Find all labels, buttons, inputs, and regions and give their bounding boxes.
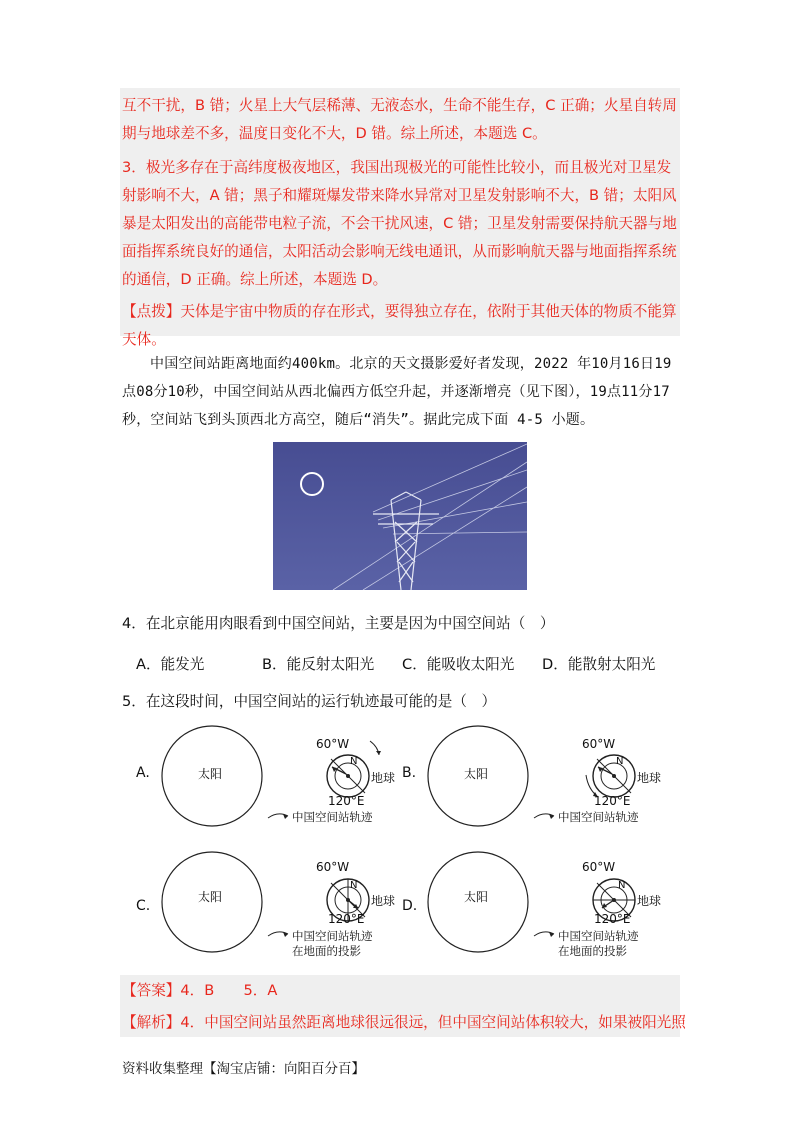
diagram-d-lon-e: 120°E [594, 912, 631, 926]
passage-text: 中国空间站距离地面约400km。北京的天文摄影爱好者发现，2022 年10月16日19点08分10秒，中国空间站从西北偏西方低空升起，并逐渐增亮（见下图），19点11分17秒，空间站飞到头顶西北方高空，随后“消失”。据此完成下面 4-5 小题。 [122, 356, 672, 428]
diagram-d-lon-w: 60°W [582, 860, 616, 874]
diagram-a-lon-e: 120°E [328, 794, 365, 808]
footer-credit: 资料收集整理【淘宝店铺：向阳百分百】 [122, 1061, 365, 1077]
q4-option-c[interactable]: C．能吸收太阳光 [402, 656, 515, 673]
q4-option-b[interactable]: B．能反射太阳光 [262, 656, 375, 673]
question-4-stem: 4．在北京能用肉眼看到中国空间站，主要是因为中国空间站（ ） [122, 615, 555, 632]
q4-option-d[interactable]: D．能散射太阳光 [542, 656, 656, 673]
diagram-c[interactable] [132, 848, 397, 963]
explanation-para-2: 互不干扰，B 错；火星上大气层稀薄、无液态水，生命不能生存，C 正确；火星自转周期与地球差不多，温度日变化不大，D 错。综上所述，本题选 C。 [122, 97, 677, 142]
analysis-text: 【解析】4．中国空间站虽然距离地球很远很远，但中国空间站体积较大，如果被阳光照 [122, 1014, 686, 1031]
diagram-b-letter: B. [402, 765, 417, 781]
diagram-c-letter: C. [136, 898, 151, 914]
q4-option-a[interactable]: A．能发光 [136, 656, 205, 673]
diagram-c-lon-w: 60°W [316, 860, 350, 874]
diagram-b-legend: 中国空间站轨迹 [558, 810, 639, 824]
diagram-b-earth-label: 地球 [637, 771, 662, 785]
diagram-c-sun-label: 太阳 [198, 890, 223, 904]
diagram-a-earth-label: 地球 [371, 771, 396, 785]
diagram-a-letter: A. [136, 765, 150, 781]
diagram-a-legend: 中国空间站轨迹 [292, 810, 373, 824]
diagram-a[interactable] [132, 725, 397, 830]
diagram-a-sun-label: 太阳 [198, 767, 223, 781]
diagram-d-legend-2: 在地面的投影 [558, 944, 627, 958]
diagram-c-legend: 中国空间站轨迹 [292, 929, 373, 943]
explanation-para-3: 3．极光多存在于高纬度极夜地区，我国出现极光的可能性比较小，而且极光对卫星发射影响不大，A 错；黑子和耀斑爆发带来降水异常对卫星发射影响不大，B 错；太阳风暴是太阳发出的高能带电粒子流，不会干扰风速，C 错；卫星发射需要保持航天器与地面指挥系统良好的通信，太阳活动会影响无线电通讯，从而影响航天器与地面指挥系统的通信，D 正确。综上所述，本题选 D。 [122, 159, 677, 288]
tip-text: 【点拨】天体是宇宙中物质的存在形式，要得独立存在，依附于其他天体的物质不能算天体。 [122, 303, 677, 348]
diagram-b-sun-label: 太阳 [464, 767, 489, 781]
diagram-a-north: N [350, 756, 358, 767]
diagram-c-north: N [350, 880, 358, 891]
diagram-b-lon-w: 60°W [582, 737, 616, 751]
diagram-c-earth-label: 地球 [371, 894, 396, 908]
diagram-d-north: N [618, 880, 626, 891]
answer-text: 【答案】4．B 5．A [122, 982, 278, 999]
diagram-b[interactable] [398, 725, 663, 830]
question-5-stem: 5．在这段时间，中国空间站的运行轨迹最可能的是（ ） [122, 693, 497, 710]
diagram-c-legend-2: 在地面的投影 [292, 944, 361, 958]
diagram-b-lon-e: 120°E [594, 794, 631, 808]
diagram-b-north: N [616, 756, 624, 767]
diagram-d-letter: D. [402, 898, 418, 914]
diagram-c-lon-e: 120°E [328, 912, 365, 926]
diagram-a-lon-w: 60°W [316, 737, 350, 751]
space-station-photo [273, 442, 527, 590]
diagram-d-sun-label: 太阳 [464, 890, 489, 904]
diagram-d[interactable] [398, 848, 663, 963]
diagram-d-legend: 中国空间站轨迹 [558, 929, 639, 943]
diagram-d-earth-label: 地球 [637, 894, 662, 908]
